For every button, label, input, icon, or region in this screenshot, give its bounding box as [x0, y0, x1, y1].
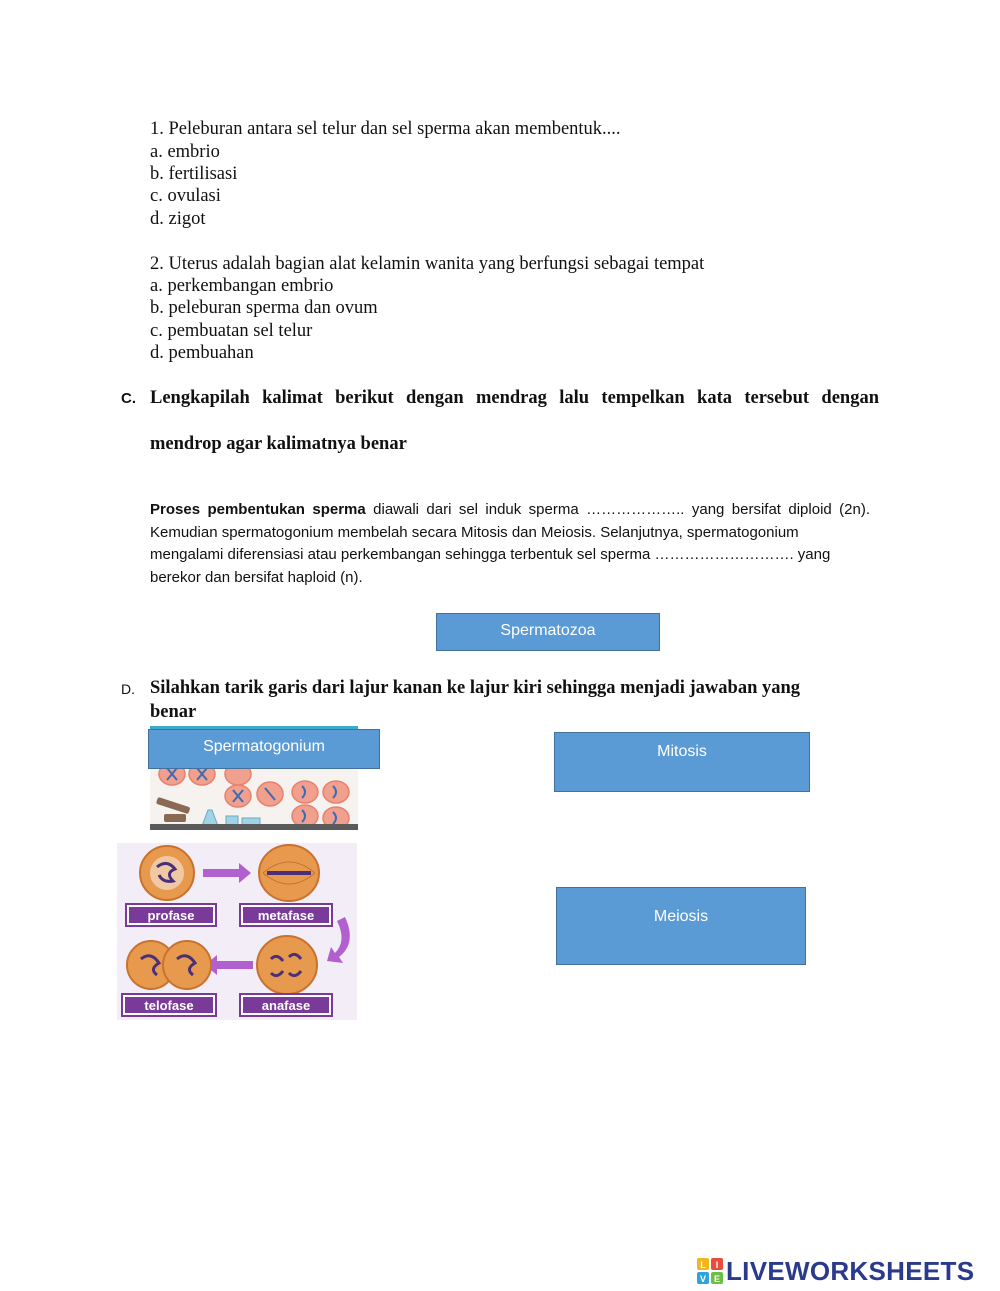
drag-word-spermatozoa[interactable]: Spermatozoa: [436, 613, 660, 651]
question-2-option-b: b. peleburan sperma dan ovum: [150, 298, 378, 318]
question-1-option-a: a. embrio: [150, 142, 220, 162]
liveworksheets-logo: [697, 1257, 974, 1285]
mitosis-stages-image: [117, 843, 357, 1020]
section-c-title-line1: Lengkapilah kalimat berikut dengan mendrag lalu tempelkan kata tersebut dengan: [150, 388, 879, 408]
paragraph-bold-start: Proses pembentukan sperma: [150, 501, 366, 518]
paragraph-line-3: mengalami diferensiasi atau perkembangan sehingga terbentuk sel sperma ………………………. yang: [150, 546, 831, 563]
section-c-letter: C.: [121, 390, 136, 407]
paragraph-line-1-rest: diawali dari sel induk sperma ……………….. yang bersifat diploid (2n).: [365, 501, 870, 518]
question-2-option-c: c. pembuatan sel telur: [150, 321, 313, 341]
question-2-text: 2. Uterus adalah bagian alat kelamin wanita yang berfungsi sebagai tempat: [150, 254, 705, 274]
liveworksheets-logo-icon: [697, 1258, 723, 1284]
right-option-meiosis[interactable]: Meiosis: [556, 887, 806, 965]
question-1-text: 1. Peleburan antara sel telur dan sel sperma akan membentuk....: [150, 119, 621, 139]
liveworksheets-logo-text: LIVEWORKSHEETS: [726, 1256, 975, 1286]
left-label-spermatogonium[interactable]: Spermatogonium: [148, 729, 380, 769]
paragraph-line-4: berekor dan bersifat haploid (n).: [150, 568, 363, 586]
sperm-formation-paragraph: [150, 499, 870, 589]
question-1-option-b: b. fertilisasi: [150, 164, 238, 184]
stage-label-anafase: anafase: [241, 995, 331, 1015]
logo-letter-i: I: [715, 1260, 719, 1270]
paragraph-line-2: Kemudian spermatogonium membelah secara Mitosis dan Meiosis. Selanjutnya, spermatogonium: [150, 523, 799, 541]
stage-label-metafase: metafase: [241, 905, 331, 925]
question-1-option-d: d. zigot: [150, 209, 206, 229]
logo-letter-l: L: [700, 1260, 706, 1270]
question-2-option-a: a. perkembangan embrio: [150, 276, 334, 296]
right-option-mitosis[interactable]: Mitosis: [554, 732, 810, 792]
question-1-option-c: c. ovulasi: [150, 186, 221, 206]
question-2-option-d: d. pembuahan: [150, 343, 254, 363]
section-d-title-line1: Silahkan tarik garis dari lajur kanan ke lajur kiri sehingga menjadi jawaban yang: [150, 678, 801, 698]
stage-label-profase: profase: [127, 905, 215, 925]
section-c-title-line2: mendrop agar kalimatnya benar: [150, 434, 407, 454]
paragraph-line-1: [150, 499, 870, 522]
stage-label-telofase: telofase: [123, 995, 215, 1015]
section-d-letter: D.: [121, 681, 135, 697]
logo-letter-v: V: [699, 1274, 707, 1284]
logo-letter-e: E: [713, 1274, 721, 1284]
mitosis-stages-illustration: [117, 843, 357, 1020]
section-d-title-line2: benar: [150, 702, 197, 722]
